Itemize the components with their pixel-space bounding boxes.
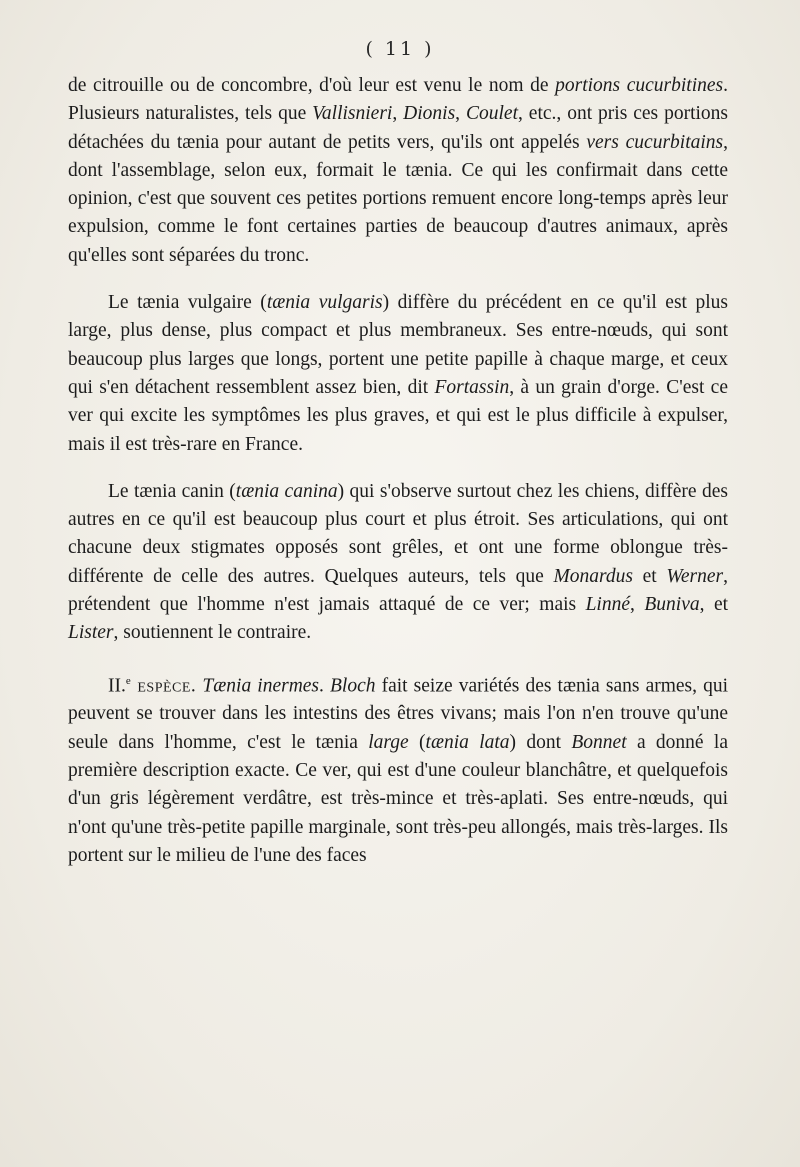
text-run: , dont l'assemblage, selon eux, formait le tænia. Ce qui les confirmait dans cette opinion, c'est que souvent ces petites portions remuent encore long-temps après leur expulsion, comme le font certaines parties de beaucoup d'autres animaux, après qu'elles sont séparées du tronc.	[68, 131, 728, 266]
author-name: Vallisnieri	[312, 103, 393, 125]
paragraph-3	[68, 478, 728, 648]
section-label: espèce.	[130, 675, 197, 697]
author-name: Linné	[585, 594, 630, 616]
paragraph-2	[68, 289, 728, 459]
text-run: ) qui s'observe surtout chez les chiens, diffère des autres en ce qu'il est beaucoup plus court et plus étroit. Ses articulations, qui ont chacune deux stigmates opposés sont grêles, et ont une forme oblongue très-différente de celle des autres. Quelques auteurs, tels que	[68, 480, 728, 587]
text-run: ,	[630, 594, 645, 616]
author-name: Bloch	[330, 675, 376, 697]
text-run: , etc., ont pris ces portions détachées du tænia pour autant de petits vers, qu'ils ont appelés	[68, 103, 728, 153]
italic-term: large	[368, 731, 409, 753]
text-run: Le tænia vulgaire (	[108, 292, 267, 314]
text-run: fait seize variétés des tænia sans armes, qui peuvent se trouver dans les intestins des êtres vivans; mais l'on n'en trouve qu'une seule dans l'homme, c'est le tænia	[68, 675, 729, 753]
text-run: , soutiennent le contraire.	[113, 622, 312, 644]
latin-name: tænia vulgaris	[266, 292, 383, 314]
author-name: Bonnet	[571, 731, 627, 753]
text-run: ) diffère du précédent en ce qu'il est plus large, plus dense, plus compact et plus membraneux. Ses entre-nœuds, qui sont beaucoup plus larges que longs, portent une petite papille à chaque marge, et ceux qui s'en détachent ressemblent assez bien, dit	[68, 292, 728, 398]
author-name: Buniva	[644, 594, 700, 616]
text-run: .	[319, 675, 331, 697]
page-number: ( 11 )	[365, 38, 435, 60]
author-name: Monardus	[553, 565, 633, 587]
latin-name: tænia lata	[425, 731, 510, 753]
author-name: Dionis	[403, 103, 456, 125]
text-run: et	[632, 565, 667, 587]
text-run: (	[408, 731, 426, 753]
text-run: ,	[392, 103, 404, 125]
text-run: ,	[455, 103, 466, 125]
text-run: , et	[699, 594, 729, 616]
text-run: , à un grain d'orge. C'est ce ver qui excite les symptômes les plus graves, et qui est le plus difficile à expulser, mais il est très-rare en France.	[68, 376, 728, 455]
paragraph-1	[68, 72, 728, 270]
author-name: Fortassin	[434, 376, 510, 398]
text-run: ) dont	[509, 731, 572, 753]
ordinal-suffix: e	[125, 674, 131, 687]
italic-term: vers cucurbitains	[586, 131, 724, 153]
latin-name: Tænia inermes	[202, 675, 320, 697]
latin-name: tænia canina	[235, 480, 338, 502]
text-run: a donné la première description exacte. Ce ver, qui est d'une couleur blanchâtre, et quelquefois d'un gris légèrement verdâtre, est très-mince et très-aplati. Ses entre-nœuds, qui n'ont qu'une très-petite papille marginale, sont très-peu allongés, mais très-larges. Ils portent sur le milieu de l'une des faces	[68, 731, 728, 866]
text-run: . Plusieurs naturalistes, tels que	[68, 75, 728, 125]
author-name: Werner	[666, 565, 724, 587]
author-name: Coulet	[465, 103, 518, 125]
paragraph-4	[68, 667, 728, 871]
body-text	[68, 72, 728, 870]
italic-term: portions cucurbitines	[555, 75, 724, 96]
text-run: , prétendent que l'homme n'est jamais attaqué de ce ver; mais	[68, 565, 728, 616]
text-run: Le tænia canin (	[108, 480, 236, 502]
author-name: Lister	[68, 622, 114, 644]
text-run: de citrouille ou de concombre, d'où leur est venu le nom de	[68, 75, 556, 96]
section-number: II.	[108, 675, 126, 697]
